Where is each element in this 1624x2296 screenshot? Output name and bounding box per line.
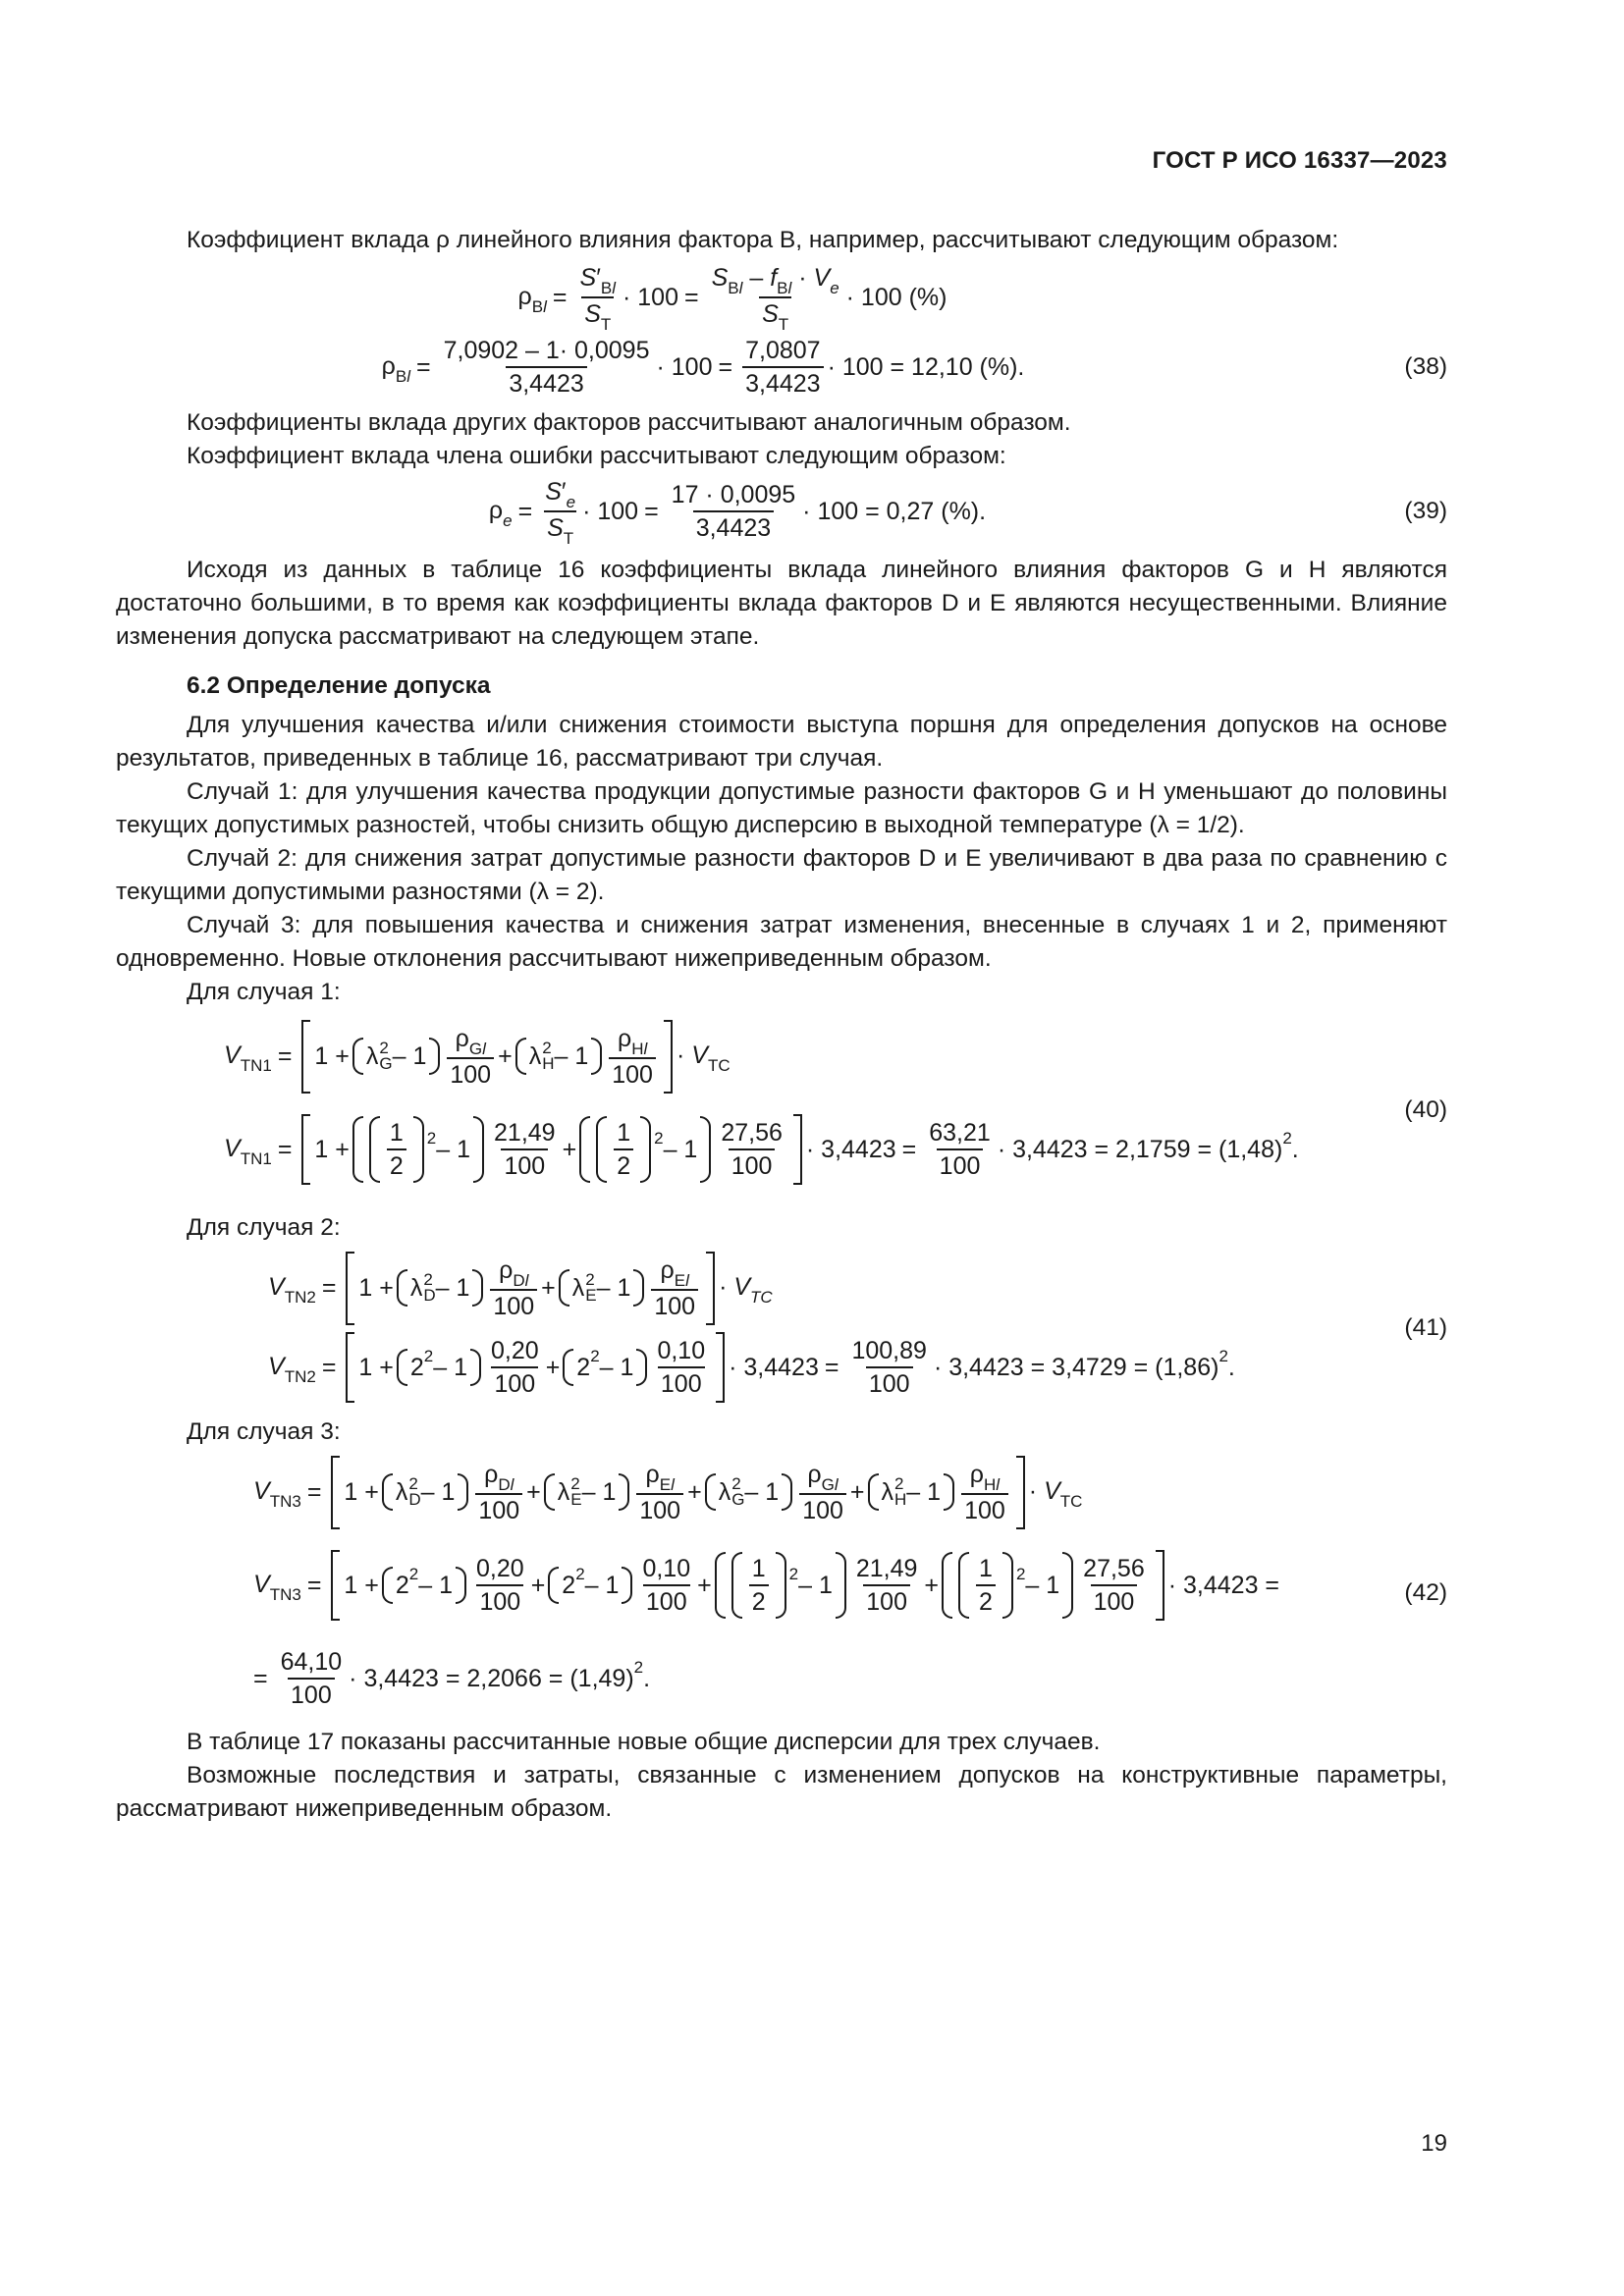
label-case-3: Для случая 3: — [187, 1418, 341, 1445]
equation-39: $\rho_e$ = $\frac{S'_e}{S_T}$ · 100 = $\frac{17 \cdot 0,0095}{3,4423}$ · 100 = 0,27 (%). (39) — [488, 478, 1447, 548]
section-heading-6-2: 6.2 Определение допуска — [187, 672, 491, 699]
label-case-1: Для случая 1: — [187, 979, 341, 1005]
equation-number-38: (38) — [1404, 353, 1447, 380]
paragraph-case-1: Случай 1: для улучшения качества продукции допустимые разности факторов G и H уменьшают до половины текущих допустимых разностей, чтобы снизить общую дисперсию в выходной температуре (λ = 1/2). — [116, 778, 1447, 838]
paragraph-case-2: Случай 2: для снижения затрат допустимые разности факторов D и E увеличивают в два раза по сравнению с текущими допустимыми разностями (λ = 2). — [116, 845, 1447, 905]
document-body — [116, 224, 1447, 1826]
equation-rho-b-general: $\rho_{Bl}$ = $\frac{S'_{Bl}}{S_T}$ · 100 = $\frac{S_{Bl} - f_{Bl} \cdot V_e}{S_T}$ · 100 (%) — [517, 264, 947, 334]
document-page — [116, 0, 1447, 2296]
equation-number-40: (40) — [1404, 1096, 1447, 1123]
equation-number-39: (39) — [1404, 498, 1447, 524]
paragraph-consequences: Возможные последствия и затраты, связанные с изменением допусков на конструктивные параметры, рассматривают нижеприведенным образом. — [116, 1762, 1447, 1822]
paragraph-contribution-b: Коэффициент вклада ρ линейного влияния фактора B, например, рассчитывают следующим образом: — [187, 227, 1339, 253]
equation-42: $V_{TN3}$ = 1 + λ 2 D – 1 $\frac{\rho_{Dl}}{100}$ + λ 2 E – 1 $\frac{\rho_{El}}{100}$ + λ 2 G – 1 $\frac{\rho_{Gl}}{100}$ + λ 2 H – 1 $\frac{\rho_{Hl}}{100}$ · $V_{TC}$ $V_{TN3}$ = 1 + 2 2 – 1 $\frac{0,20}{100}$ + 2 2 – 1 $\frac{0,10}{100}$ + $\frac{1}{2}$ 2 – 1 $\frac{21,49}{100}$ + $\frac{1}{2}$ 2 – 1 $\frac{27,56}{100}$ · 3,4423 = = $\frac{64,10}{100}$ · 3,4423 = 2,2066 = (1,49) 2 . (42) — [253, 1453, 1447, 1718]
label-case-2: Для случая 2: — [187, 1214, 341, 1241]
equation-41: $V_{TN2}$ = 1 + λ 2 D – 1 $\frac{\rho_{Dl}}{100}$ + λ 2 E – 1 $\frac{\rho_{El}}{100}$ · $V_{TC}$ $V_{TN2}$ = 1 + 2 2 – 1 $\frac{0,20}{100}$ + 2 2 – 1 $\frac{0,10}{100}$ · 3,4423 = $\frac{100,89}{100}$ · 3,4423 = 3,4729 = (1,86) 2 . (41) — [268, 1249, 1447, 1408]
equation-40: $V_{TN1}$ = 1 + λ 2 G – 1 $\frac{\rho_{Gl}}{100}$ + λ 2 H – 1 $\frac{\rho_{Hl}}{100}$ · $V_{TC}$ $V_{TN1}$ = 1 + $\frac{1}{2}$ 2 – 1 $\frac{21,49}{100}$ + $\frac{1}{2}$ 2 – 1 $\frac{27,56}{100}$ · 3,4423 = $\frac{63,21}{100}$ · 3,4423 = 2,1759 = (1,48) 2 . (40) — [224, 1017, 1447, 1203]
paragraph-other-factors: Коэффициенты вклада других факторов рассчитывают аналогичным образом. — [187, 409, 1071, 436]
paragraph-error-term: Коэффициент вклада члена ошибки рассчитывают следующим образом: — [187, 443, 1006, 469]
equation-number-42: (42) — [1404, 1579, 1447, 1607]
document-header: ГОСТ Р ИСО 16337—2023 — [1152, 147, 1447, 174]
paragraph-table17: В таблице 17 показаны рассчитанные новые общие дисперсии для трех случаев. — [187, 1729, 1101, 1755]
paragraph-case-3: Случай 3: для повышения качества и снижения затрат изменения, внесенные в случаях 1 и 2, применяют одновременно. Новые отклонения рассчитывают нижеприведенным образом. — [116, 912, 1447, 972]
page-number: 19 — [1421, 2130, 1447, 2157]
equation-number-41: (41) — [1404, 1314, 1447, 1341]
paragraph-table16-analysis: Исходя из данных в таблице 16 коэффициенты вклада линейного влияния факторов G и H являются достаточно большими, в то время как коэффициенты вклада факторов D и E являются несущественными. Влияние изменения допуска рассматривают на следующем этапе. — [116, 557, 1447, 650]
equation-38: $\rho_{Bl}$ = $\frac{7,0902 - 1\cdot 0,0095}{3,4423}$ · 100 = $\frac{7,0807}{3,4423}$ · 100 = 12,10 (%). (38) — [381, 337, 1447, 398]
paragraph-three-cases: Для улучшения качества и/или снижения стоимости выступа поршня для определения допусков на основе результатов, приведенных в таблице 16, рассматривают три случая. — [116, 712, 1447, 772]
